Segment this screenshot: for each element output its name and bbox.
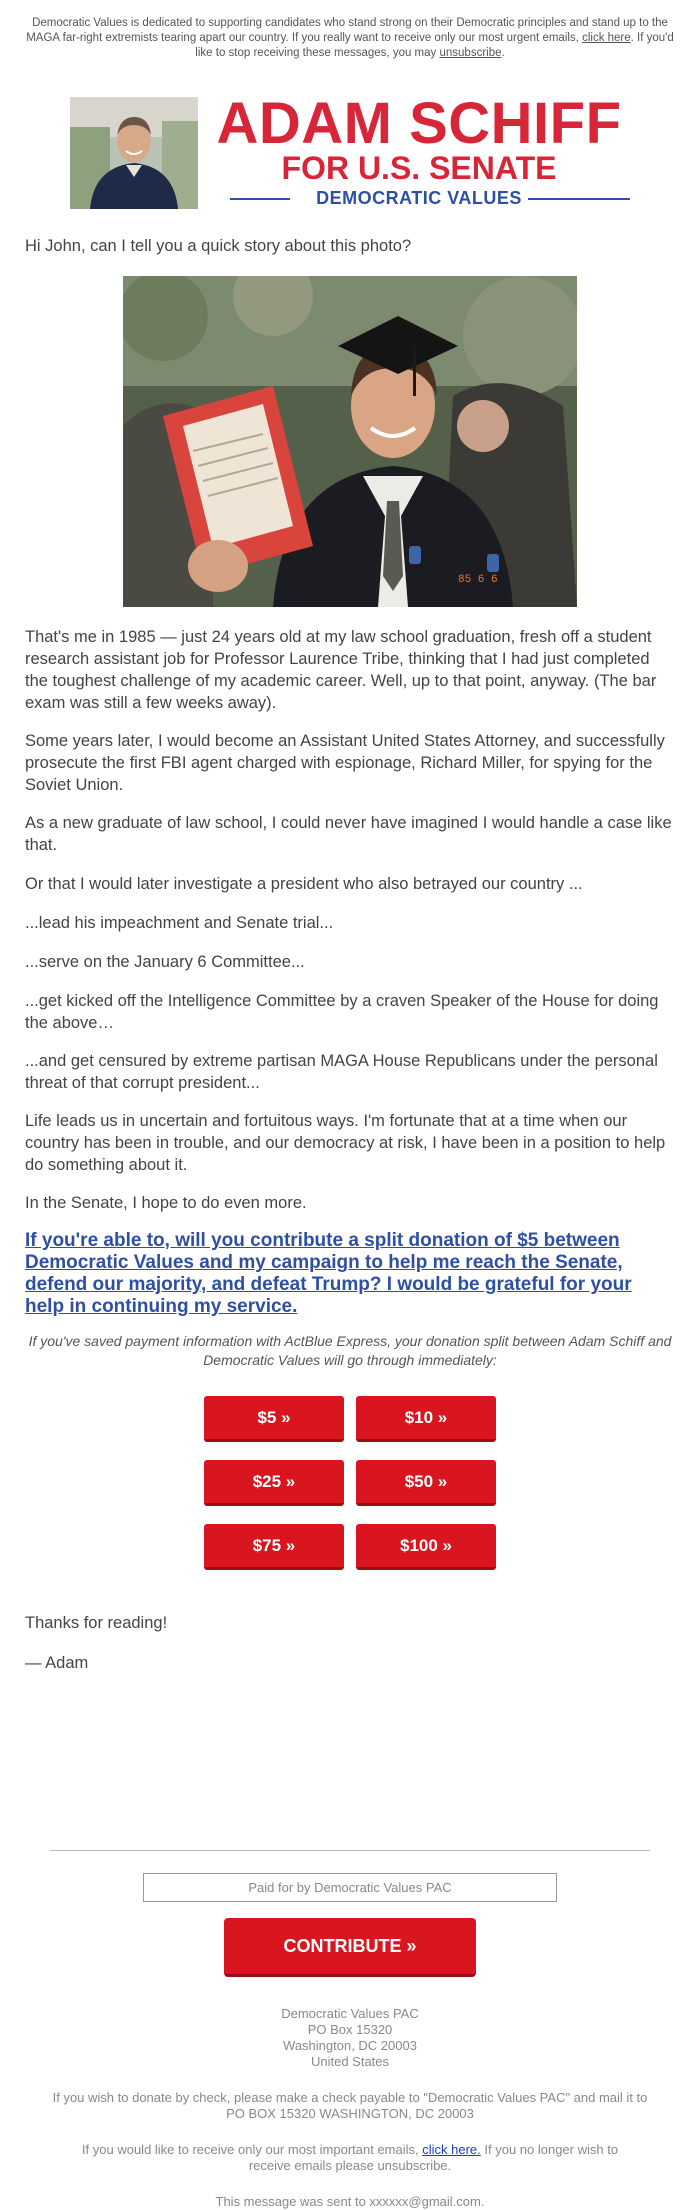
paragraph-9: Life leads us in uncertain and fortuitous ways. I'm fortunate that at a time when our country has been in trouble, and our democracy at risk, I have been in a position to help do something about it. xyxy=(25,1112,666,1174)
donation-ask-link[interactable] xyxy=(25,1230,675,1318)
footer xyxy=(0,2006,700,2210)
donate-5-button[interactable]: $5 » xyxy=(204,1396,344,1442)
donation-ask-text[interactable]: If you're able to, will you contribute a split donation of $5 between Democratic Values and my campaign to help me reach the Senate, defend our majority, and defeat Trump? I would be grateful for your help in continuing my service. xyxy=(25,1230,632,1317)
org-name-row xyxy=(208,187,630,209)
donate-50-button[interactable]: $50 » xyxy=(356,1460,496,1506)
sent-to-notice: This message was sent to xxxxxx@gmail.com. xyxy=(215,2194,485,2209)
address-line-4: United States xyxy=(310,2054,390,2069)
prefs-text: If you would like to receive only our most important emails, xyxy=(81,2142,423,2157)
donate-100-button[interactable]: $100 » xyxy=(356,1524,496,1570)
graduation-photo xyxy=(123,276,577,607)
paragraph-6: ...serve on the January 6 Committee... xyxy=(25,953,305,971)
paid-for-disclaimer: Paid for by Democratic Values PAC xyxy=(143,1873,557,1902)
candidate-name: ADAM SCHIFF xyxy=(216,91,622,156)
paragraph-2: Some years later, I would become an Assistant United States Attorney, and successfully prosecute the first FBI agent charged with espionage, Richard Miller, for spying for the Soviet Union. xyxy=(25,732,665,794)
preheader-text-end: . xyxy=(501,47,505,59)
paragraph-1: That's me in 1985 — just 24 years old at my law school graduation, fresh off a student research assistant job for Professor Laurence Tribe, thinking that I had just completed the toughest challenge of my academic career. Well, up to that point, anyway. (The bar exam was still a few weeks away). xyxy=(25,628,657,712)
paragraph-7: ...get kicked off the Intelligence Committee by a craven Speaker of the House for doing the above… xyxy=(25,992,659,1032)
actblue-express-note: If you've saved payment information with ActBlue Express, your donation split between Adam Schiff and Democratic Values will go through immediately: xyxy=(28,1333,672,1368)
preheader-text-middle: . If you'd like to stop receiving these messages, you may xyxy=(195,32,674,59)
preheader-unsubscribe-link[interactable]: unsubscribe xyxy=(439,47,502,59)
letter-body xyxy=(0,235,700,1674)
donate-10-button[interactable]: $10 » xyxy=(356,1396,496,1442)
donate-25-button[interactable]: $25 » xyxy=(204,1460,344,1506)
address-line-3: Washington, DC 20003 xyxy=(283,2038,417,2053)
candidate-headshot xyxy=(70,97,198,209)
org-rule-right xyxy=(526,198,630,200)
campaign-logo xyxy=(208,93,630,209)
donation-button-grid xyxy=(204,1396,496,1570)
address-line-1: Democratic Values PAC xyxy=(281,2006,419,2021)
donate-75-button[interactable]: $75 » xyxy=(204,1524,344,1570)
paragraph-4: Or that I would later investigate a president who also betrayed our country ... xyxy=(25,875,583,893)
prefs-click-here-link[interactable]: click here. xyxy=(422,2142,481,2157)
preheader xyxy=(0,0,700,61)
campaign-subtitle: FOR U.S. SENATE xyxy=(281,150,557,186)
paragraph-5: ...lead his impeachment and Senate trial... xyxy=(25,914,334,932)
contribute-button[interactable]: CONTRIBUTE » xyxy=(224,1918,476,1977)
preheader-click-here-link[interactable]: click here xyxy=(582,32,631,44)
prefs-text-end: If you no longer wish to receive emails please unsubscribe. xyxy=(248,2142,619,2173)
paragraph-3: As a new graduate of law school, I could never have imagined I would handle a case like that. xyxy=(25,814,672,854)
greeting: Hi John, can I tell you a quick story about this photo? xyxy=(25,237,412,255)
org-rule-left xyxy=(230,198,290,200)
campaign-banner xyxy=(70,91,630,209)
footer-divider xyxy=(50,1850,650,1851)
email-preferences xyxy=(70,2142,630,2174)
preheader-text: Democratic Values is dedicated to supporting candidates who stand strong on their Democratic principles and stand up to the MAGA far-right extremists tearing apart our country. If you really want to receive only our most urgent emails, xyxy=(26,17,668,44)
photo-date-stamp: 85 6 6 xyxy=(458,574,498,586)
paragraph-10: In the Senate, I hope to do even more. xyxy=(25,1194,307,1212)
check-donation-note: If you wish to donate by check, please make a check payable to "Democratic Values PAC" and mail it to PO BOX 15320 WASHINGTON, DC 20003 xyxy=(52,2090,648,2121)
mailing-address xyxy=(0,2006,700,2070)
org-name: DEMOCRATIC VALUES xyxy=(310,187,528,209)
signoff: — Adam xyxy=(25,1654,89,1672)
address-line-2: PO Box 15320 xyxy=(307,2022,393,2037)
paragraph-8: ...and get censured by extreme partisan MAGA House Republicans under the personal threat of that corrupt president... xyxy=(25,1052,658,1092)
thanks-line: Thanks for reading! xyxy=(25,1614,168,1632)
